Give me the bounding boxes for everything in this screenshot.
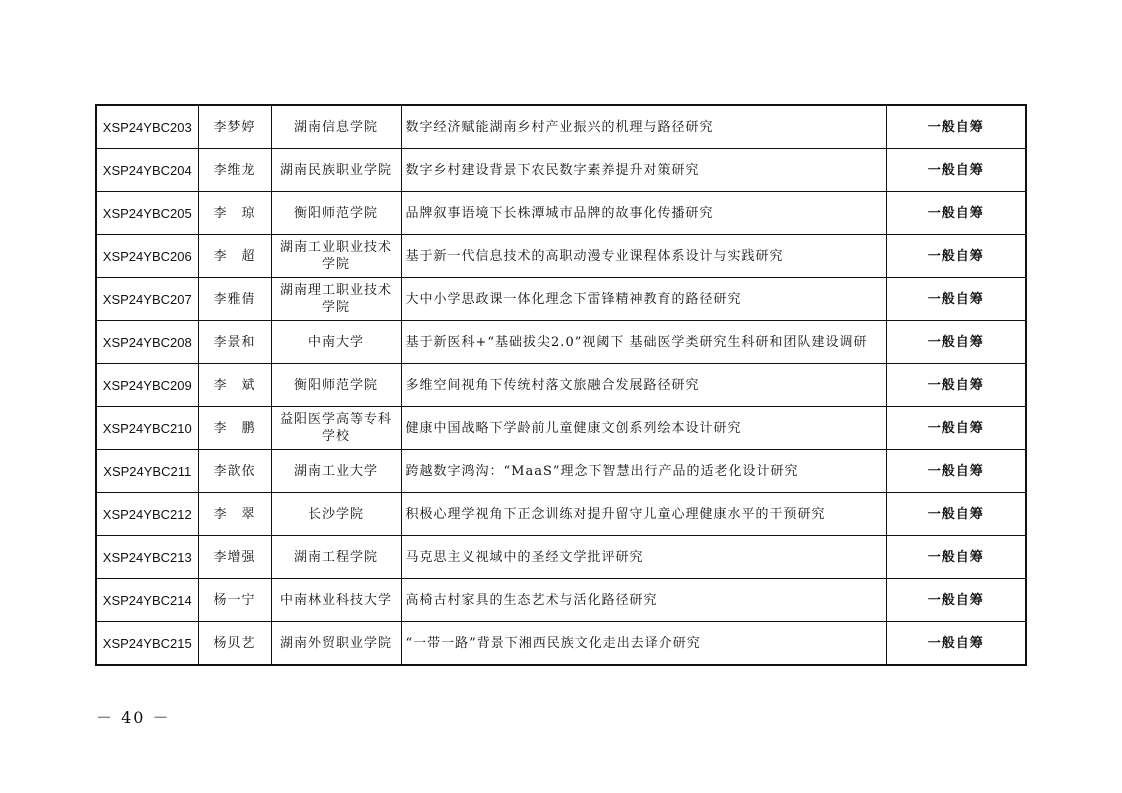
project-list-table	[95, 104, 1027, 666]
project-code-cell: XSP24YBC204	[96, 149, 198, 192]
project-topic-cell: 多维空间视角下传统村落文旅融合发展路径研究	[401, 364, 886, 407]
project-type-cell: 一般自筹	[886, 105, 1026, 149]
applicant-name-cell: 李歆依	[198, 450, 271, 493]
project-topic-cell: 数字乡村建设背景下农民数字素养提升对策研究	[401, 149, 886, 192]
project-code-cell: XSP24YBC207	[96, 278, 198, 321]
table-row	[96, 450, 1026, 493]
project-type-cell: 一般自筹	[886, 579, 1026, 622]
institution-cell: 湖南信息学院	[271, 105, 401, 149]
project-type-cell: 一般自筹	[886, 235, 1026, 278]
project-type-cell: 一般自筹	[886, 622, 1026, 666]
table-row	[96, 364, 1026, 407]
institution-cell: 湖南民族职业学院	[271, 149, 401, 192]
project-code-cell: XSP24YBC210	[96, 407, 198, 450]
institution-cell: 长沙学院	[271, 493, 401, 536]
applicant-name-cell: 李梦婷	[198, 105, 271, 149]
institution-cell: 湖南工业职业技术学院	[271, 235, 401, 278]
applicant-name-cell: 杨贝艺	[198, 622, 271, 666]
table-row	[96, 321, 1026, 364]
institution-cell: 衡阳师范学院	[271, 192, 401, 235]
project-topic-cell: 数字经济赋能湖南乡村产业振兴的机理与路径研究	[401, 105, 886, 149]
project-topic-cell: 马克思主义视域中的圣经文学批评研究	[401, 536, 886, 579]
project-topic-cell: “一带一路”背景下湘西民族文化走出去译介研究	[401, 622, 886, 666]
institution-cell: 益阳医学高等专科学校	[271, 407, 401, 450]
project-topic-cell: 跨越数字鸿沟：“MaaS”理念下智慧出行产品的适老化设计研究	[401, 450, 886, 493]
project-code-cell: XSP24YBC214	[96, 579, 198, 622]
table-row	[96, 579, 1026, 622]
project-topic-cell: 大中小学思政课一体化理念下雷锋精神教育的路径研究	[401, 278, 886, 321]
table-body	[96, 105, 1026, 665]
project-topic-cell: 积极心理学视角下正念训练对提升留守儿童心理健康水平的干预研究	[401, 493, 886, 536]
institution-cell: 湖南理工职业技术学院	[271, 278, 401, 321]
applicant-name-cell: 李景和	[198, 321, 271, 364]
table-row	[96, 536, 1026, 579]
project-code-cell: XSP24YBC213	[96, 536, 198, 579]
project-type-cell: 一般自筹	[886, 321, 1026, 364]
table-row	[96, 149, 1026, 192]
institution-cell: 中南林业科技大学	[271, 579, 401, 622]
table-row	[96, 493, 1026, 536]
project-code-cell: XSP24YBC215	[96, 622, 198, 666]
applicant-name-cell: 李 翠	[198, 493, 271, 536]
page-number: － 40 －	[96, 708, 171, 727]
applicant-name-cell: 李增强	[198, 536, 271, 579]
applicant-name-cell: 李维龙	[198, 149, 271, 192]
project-code-cell: XSP24YBC206	[96, 235, 198, 278]
project-type-cell: 一般自筹	[886, 278, 1026, 321]
project-topic-cell: 高椅古村家具的生态艺术与活化路径研究	[401, 579, 886, 622]
project-code-cell: XSP24YBC211	[96, 450, 198, 493]
project-type-cell: 一般自筹	[886, 450, 1026, 493]
applicant-name-cell: 李 斌	[198, 364, 271, 407]
table-row	[96, 622, 1026, 666]
project-code-cell: XSP24YBC212	[96, 493, 198, 536]
project-type-cell: 一般自筹	[886, 364, 1026, 407]
table-row	[96, 235, 1026, 278]
table-row	[96, 407, 1026, 450]
applicant-name-cell: 李 超	[198, 235, 271, 278]
project-topic-cell: 品牌叙事语境下长株潭城市品牌的故事化传播研究	[401, 192, 886, 235]
project-code-cell: XSP24YBC205	[96, 192, 198, 235]
institution-cell: 衡阳师范学院	[271, 364, 401, 407]
institution-cell: 湖南工业大学	[271, 450, 401, 493]
table-row	[96, 278, 1026, 321]
project-type-cell: 一般自筹	[886, 407, 1026, 450]
project-code-cell: XSP24YBC208	[96, 321, 198, 364]
applicant-name-cell: 李 鹏	[198, 407, 271, 450]
table-row	[96, 105, 1026, 149]
applicant-name-cell: 杨一宁	[198, 579, 271, 622]
institution-cell: 湖南工程学院	[271, 536, 401, 579]
project-type-cell: 一般自筹	[886, 536, 1026, 579]
institution-cell: 湖南外贸职业学院	[271, 622, 401, 666]
applicant-name-cell: 李 琼	[198, 192, 271, 235]
table-row	[96, 192, 1026, 235]
applicant-name-cell: 李雅倩	[198, 278, 271, 321]
project-topic-cell: 基于新医科+“基础拔尖2.0”视阈下 基础医学类研究生科研和团队建设调研	[401, 321, 886, 364]
institution-cell: 中南大学	[271, 321, 401, 364]
project-type-cell: 一般自筹	[886, 192, 1026, 235]
project-code-cell: XSP24YBC203	[96, 105, 198, 149]
project-topic-cell: 基于新一代信息技术的高职动漫专业课程体系设计与实践研究	[401, 235, 886, 278]
project-code-cell: XSP24YBC209	[96, 364, 198, 407]
project-type-cell: 一般自筹	[886, 493, 1026, 536]
project-topic-cell: 健康中国战略下学龄前儿童健康文创系列绘本设计研究	[401, 407, 886, 450]
project-type-cell: 一般自筹	[886, 149, 1026, 192]
